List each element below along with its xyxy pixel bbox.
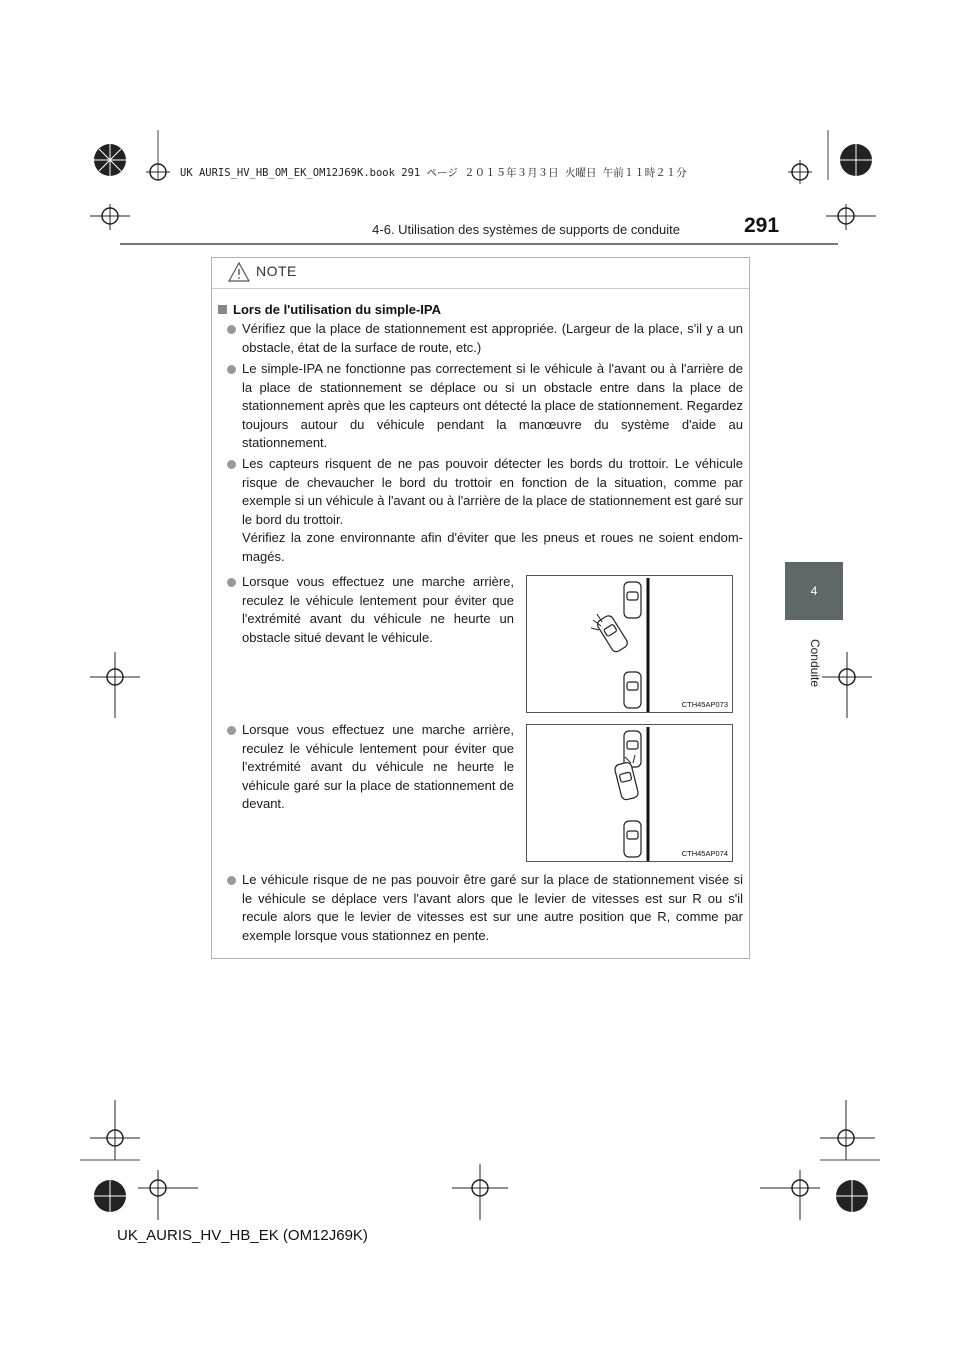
list-item-text: Lorsque vous effectuez une marche arrière, reculez le véhicule lentement pour éviter que l'extrémité avant du véhicule ne heurte un obstacle situé devant le véhicule.: [242, 574, 514, 645]
list-item-text: Les capteurs risquent de ne pas pouvoir détecter les bords du trottoir. Le véhicule risque de chevaucher le bord du trottoir en fonction de la situation, comme par exemple si un véhicule à l'avant ou à l'arrière de la place de stationnement est garé sur le bord du trottoir.: [242, 456, 743, 527]
car-collision-front-obstacle-icon: [527, 576, 734, 714]
illustration-code: CTH45AP073: [681, 700, 728, 709]
list-item-text: Lorsque vous effectuez une marche arrière, reculez le véhicule lentement pour éviter que l'extrémité avant du véhicule ne heurte le véhicule garé sur la place de stationnement de devant.: [242, 722, 514, 812]
registration-mark-mid-right: [822, 652, 872, 718]
note-header: [212, 258, 749, 289]
bullet-icon: [227, 578, 236, 587]
list-item: [242, 721, 514, 814]
registration-mark-bottom-left: [80, 1100, 200, 1224]
list-item: [242, 871, 743, 945]
registration-mark-top-right: [770, 130, 880, 230]
warning-triangle-icon: [228, 262, 250, 282]
header-rule: [120, 243, 838, 245]
chapter-label: Conduite: [808, 638, 822, 688]
registration-mark-bottom-right: [760, 1100, 880, 1224]
list-item-text: Le simple-IPA ne fonctionne pas correctement si le véhicule à l'avant ou à l'arrière de la place de stationnement se déplace ou si un obstacle entre dans la place de stationnement après que les capteurs ont détecté la place de stationnement. Regardez toujours autour du véhicule pendant la manœuvre du système d'aide au stationnement.: [242, 361, 743, 451]
page-number: 291: [744, 214, 780, 237]
list-item-text: Vérifiez que la place de stationnement est appropriée. (Largeur de la place, s'il y a un obstacle, état de la surface de route, etc.): [242, 321, 743, 355]
bullet-icon: [227, 325, 236, 334]
registration-mark-bottom-center: [452, 1160, 508, 1220]
registration-mark-top-left: [80, 130, 170, 230]
bullet-icon: [227, 460, 236, 469]
list-item: [242, 573, 514, 647]
list-item: [242, 320, 743, 357]
list-item: [242, 360, 743, 453]
section-title: 4-6. Utilisation des systèmes de supports de conduite: [372, 222, 680, 237]
bullet-icon: [227, 876, 236, 885]
list-item: [242, 455, 743, 567]
note-subheading: [218, 302, 441, 317]
note-subheading-text: Lors de l'utilisation du simple-IPA: [233, 302, 441, 317]
note-title: NOTE: [256, 263, 297, 279]
list-item-text: Le véhicule risque de ne pas pouvoir être garé sur la place de stationnement visée si le véhicule se déplace vers l'avant alors que le levier de vitesses est sur R ou s'il recule alors que le levier de vitesses est sur une autre position que R, comme par exemple lorsque vous stationnez en pente.: [242, 872, 743, 943]
registration-mark-mid-left: [90, 652, 140, 718]
parking-illustration-2: [526, 724, 733, 862]
square-bullet-icon: [218, 305, 227, 314]
footer-document-code: UK_AURIS_HV_HB_EK (OM12J69K): [117, 1227, 368, 1244]
bullet-icon: [227, 365, 236, 374]
bullet-icon: [227, 726, 236, 735]
car-collision-parked-vehicle-icon: [527, 725, 734, 863]
print-header: UK AURIS_HV_HB_OM_EK_OM12J69K.book 291 ページ ２０１５年３月３日 火曜日 午前１１時２１分: [180, 167, 687, 179]
list-item-text: Vérifiez la zone environnante afin d'éviter que les pneus et roues ne soient endom-magés.: [242, 530, 743, 564]
illustration-code: CTH45AP074: [681, 849, 728, 858]
chapter-tab: 4: [785, 562, 843, 620]
parking-illustration-1: [526, 575, 733, 713]
